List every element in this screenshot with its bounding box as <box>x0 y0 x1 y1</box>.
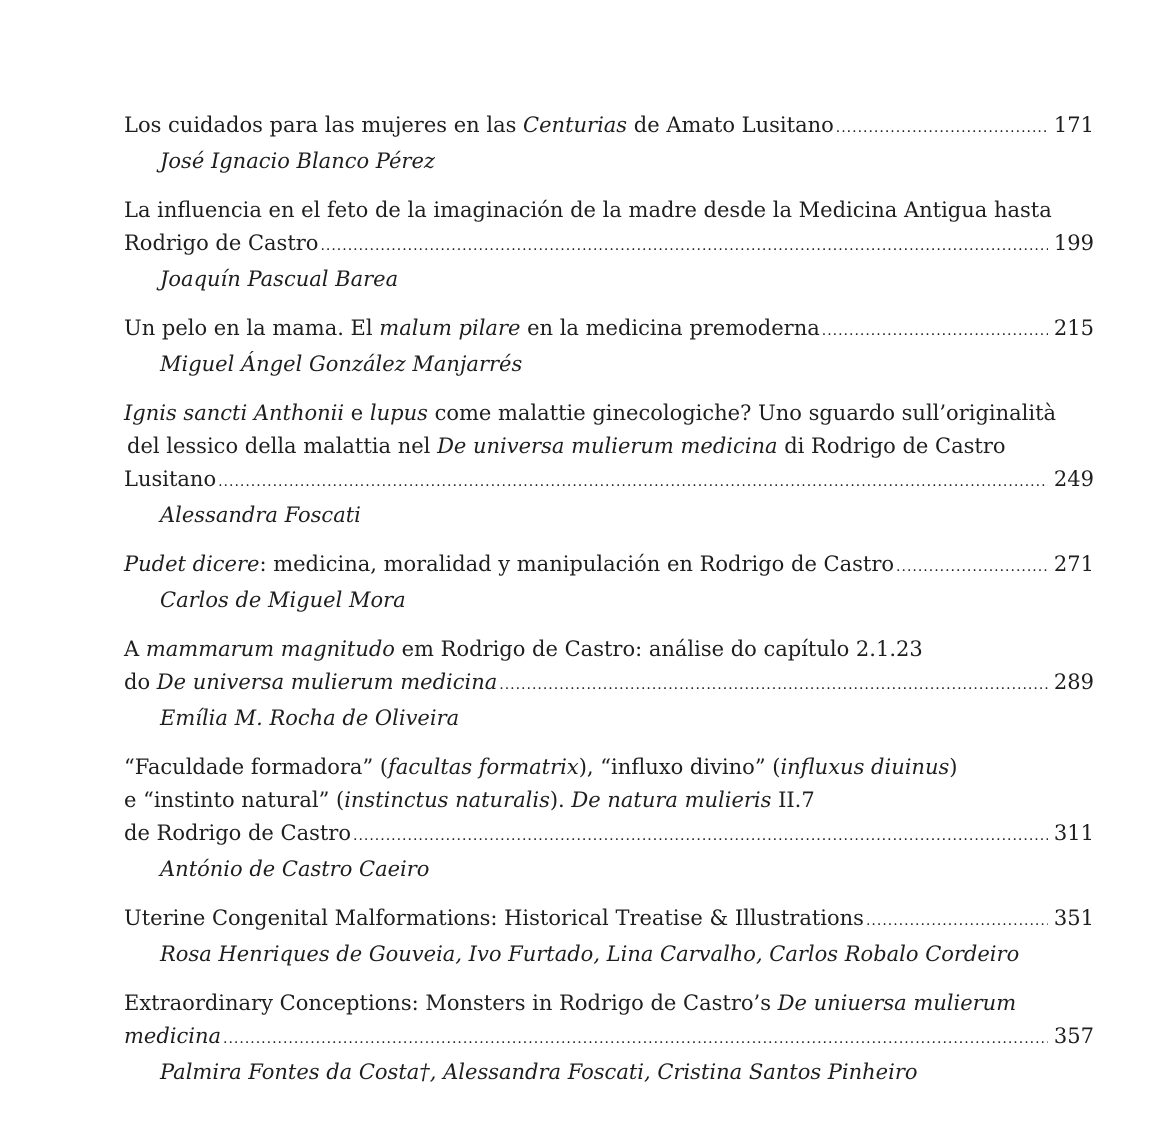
title-segment: ) <box>949 755 958 779</box>
entry-title-text <box>124 198 1052 222</box>
entry-author: Miguel Ángel González Manjarrés <box>160 352 523 376</box>
italic-title-segment: De natura mulieris <box>571 788 772 812</box>
entry-title-text <box>124 312 820 345</box>
entry-title-line <box>124 987 1094 1020</box>
title-segment: de Amato Lusitano <box>627 113 834 137</box>
page-number: 271 <box>1053 552 1094 576</box>
toc-entry[interactable] <box>124 987 1094 1089</box>
toc-entry[interactable] <box>124 751 1094 886</box>
toc-entry[interactable] <box>124 902 1094 971</box>
entry-title-line <box>124 463 1094 499</box>
page-number: 289 <box>1053 670 1094 694</box>
toc-entry[interactable] <box>124 194 1094 296</box>
entry-title-line <box>124 1020 1094 1056</box>
italic-title-segment: Pudet dicere <box>124 552 260 576</box>
entry-title-text <box>127 434 1006 458</box>
entry-author: Rosa Henriques de Gouveia, Ivo Furtado, Lina Carvalho, Carlos Robalo Cordeiro <box>160 942 1020 966</box>
title-segment: II.7 <box>771 788 815 812</box>
italic-title-segment: De uniuersa mulierum <box>777 991 1017 1015</box>
entry-title-text <box>124 227 318 260</box>
entry-title-text <box>124 548 894 581</box>
entry-author: Alessandra Foscati <box>160 503 361 527</box>
title-segment: en la medicina premoderna <box>520 316 820 340</box>
entry-author: Carlos de Miguel Mora <box>160 588 406 612</box>
italic-title-segment: Ignis sancti Anthonii <box>124 401 345 425</box>
page-number: 249 <box>1053 467 1094 491</box>
entry-title-line <box>124 430 1094 463</box>
entry-title-line <box>124 227 1094 263</box>
entry-title-line <box>124 397 1094 430</box>
entry-author: António de Castro Caeiro <box>160 857 430 881</box>
dot-leader <box>218 466 1048 499</box>
title-segment: Lusitano <box>124 467 217 491</box>
title-segment: di Rodrigo de Castro <box>777 434 1006 458</box>
entry-author: Palmira Fontes da Costa†, Alessandra Foscati, Cristina Santos Pinheiro <box>160 1060 918 1084</box>
entry-title-line <box>124 312 1094 348</box>
entry-author: Joaquín Pascual Barea <box>160 267 399 291</box>
title-segment: do <box>124 670 157 694</box>
title-segment: Los cuidados para las mujeres en las <box>124 113 524 137</box>
entry-title-text <box>124 109 834 142</box>
title-segment: del lessico della malattia nel <box>127 434 438 458</box>
page-number: 351 <box>1053 906 1094 930</box>
entry-title-line <box>124 548 1094 584</box>
title-segment: em Rodrigo de Castro: análise do capítulo 2.1.23 <box>394 637 923 661</box>
dot-leader <box>896 551 1048 584</box>
page-number: 357 <box>1053 1024 1094 1048</box>
dot-leader <box>499 669 1048 702</box>
italic-title-segment: influxus diuinus <box>780 755 950 779</box>
title-segment: ). <box>549 788 572 812</box>
entry-author: José Ignacio Blanco Pérez <box>160 149 435 173</box>
dot-leader <box>822 315 1048 348</box>
dot-leader <box>320 230 1047 263</box>
title-segment: e <box>344 401 370 425</box>
title-segment: La influencia en el feto de la imaginación de la madre desde la Medicina Antigua hasta <box>124 198 1052 222</box>
entry-title-line <box>124 817 1094 853</box>
table-of-contents <box>124 109 1094 1105</box>
entry-title-text <box>124 788 815 812</box>
entry-title-text <box>124 401 1056 425</box>
title-segment: come malattie ginecologiche? Uno sguardo sull’originalità <box>427 401 1057 425</box>
entry-title-text <box>124 755 957 779</box>
italic-title-segment: malum pilare <box>379 316 521 340</box>
italic-title-segment: instinctus naturalis <box>344 788 550 812</box>
title-segment: : medicina, moralidad y manipulación en Rodrigo de Castro <box>259 552 895 576</box>
italic-title-segment: lupus <box>369 401 428 425</box>
dot-leader <box>866 905 1048 938</box>
title-segment: A <box>124 637 146 661</box>
page-number: 311 <box>1053 821 1094 845</box>
dot-leader <box>223 1023 1048 1056</box>
entry-title-text <box>124 902 864 935</box>
title-segment: ), “influxo divino” ( <box>578 755 781 779</box>
entry-title-text <box>124 666 497 699</box>
italic-title-segment: De universa mulierum medicina <box>156 670 498 694</box>
dot-leader <box>836 112 1048 145</box>
title-segment: e “instinto natural” ( <box>124 788 345 812</box>
title-segment: Extraordinary Conceptions: Monsters in Rodrigo de Castro’s <box>124 991 778 1015</box>
italic-title-segment: facultas formatrix <box>388 755 579 779</box>
italic-title-segment: Centurias <box>523 113 628 137</box>
toc-entry[interactable] <box>124 397 1094 532</box>
page-number: 215 <box>1053 316 1094 340</box>
entry-title-line <box>124 633 1094 666</box>
page-number: 171 <box>1053 113 1094 137</box>
page-number: 199 <box>1053 231 1094 255</box>
italic-title-segment: mammarum magnitudo <box>145 637 395 661</box>
title-segment: Rodrigo de Castro <box>124 231 319 255</box>
title-segment: “Faculdade formadora” ( <box>124 755 389 779</box>
entry-title-text <box>124 463 216 496</box>
toc-entry[interactable] <box>124 548 1094 617</box>
title-segment: Uterine Congenital Malformations: Historical Treatise & Illustrations <box>124 906 864 930</box>
toc-entry[interactable] <box>124 633 1094 735</box>
entry-title-line <box>124 109 1094 145</box>
toc-entry[interactable] <box>124 312 1094 381</box>
title-segment: Un pelo en la mama. El <box>124 316 380 340</box>
entry-title-text <box>124 637 923 661</box>
toc-entry[interactable] <box>124 109 1094 178</box>
entry-title-text <box>124 991 1016 1015</box>
entry-title-line <box>124 666 1094 702</box>
entry-title-line <box>124 902 1094 938</box>
dot-leader <box>353 820 1048 853</box>
entry-title-text <box>124 1020 221 1053</box>
entry-title-line <box>124 784 1094 817</box>
title-segment: de Rodrigo de Castro <box>124 821 351 845</box>
entry-title-line <box>124 194 1094 227</box>
entry-title-text <box>124 817 351 850</box>
italic-title-segment: De universa mulierum medicina <box>437 434 778 458</box>
entry-title-line <box>124 751 1094 784</box>
italic-title-segment: medicina <box>124 1024 222 1048</box>
entry-author: Emília M. Rocha de Oliveira <box>160 706 460 730</box>
